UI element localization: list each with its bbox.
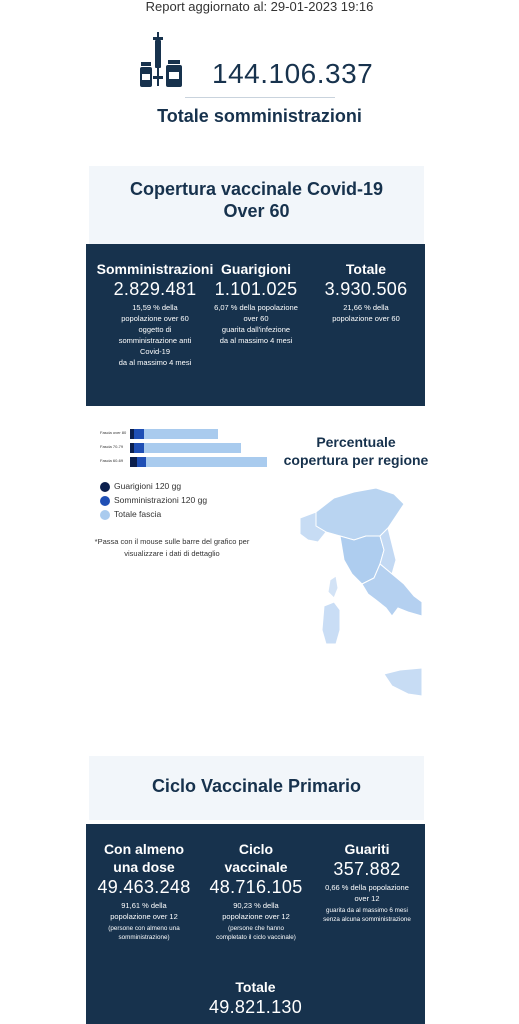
- stat-note: guarita dall'infezione: [221, 325, 291, 334]
- stat-note: 21,66 % della: [343, 303, 389, 312]
- stat-value: 48.716.105: [209, 877, 303, 897]
- bar-segment[interactable]: [144, 429, 218, 439]
- stat-note: oggetto di: [138, 325, 172, 334]
- stat-note: 90,23 % della: [233, 901, 279, 910]
- stat-value: 2.829.481: [113, 279, 197, 299]
- legend-label: Totale fascia: [114, 509, 162, 519]
- stat-note: 0,66 % della popolazione: [325, 883, 409, 892]
- chart-note-line: visualizzare i dati di dettaglio: [124, 549, 220, 558]
- over60-title-line2: Over 60: [223, 201, 290, 221]
- bar-row[interactable]: [90, 456, 260, 468]
- stat-footnote: (persone con almeno una: [108, 925, 180, 932]
- map-title-line2: copertura per regione: [283, 452, 429, 468]
- bar-row[interactable]: [90, 428, 260, 440]
- italy-region-map[interactable]: [296, 484, 422, 704]
- stat-footnote: completato il ciclo vaccinale): [216, 934, 296, 941]
- over60-title-line1: Copertura vaccinale Covid-19: [129, 179, 384, 199]
- legend-label: Somministrazioni 120 gg: [114, 495, 208, 505]
- map-title: [268, 433, 444, 469]
- report-updated-text: Report aggiornato al: 29-01-2023 19:16: [145, 0, 374, 14]
- bar-segment[interactable]: [130, 457, 137, 467]
- bar-row[interactable]: [90, 442, 260, 454]
- ciclo-stats-panel: [86, 824, 425, 1024]
- legend-guarigioni: [100, 481, 181, 492]
- over60-stats-panel: [86, 244, 425, 406]
- bar-category-label: Fascia 60-69: [100, 458, 124, 463]
- region-sardinia[interactable]: [322, 602, 340, 644]
- stat-footnote: guarita da al massimo 6 mesi: [326, 907, 408, 914]
- stat-ciclo-totale: [86, 978, 425, 1018]
- stat-heading: Guariti: [344, 841, 390, 857]
- ciclo-section-title: Ciclo Vaccinale Primario: [89, 756, 424, 820]
- stat-heading: Ciclo: [238, 841, 274, 857]
- legend-swatch: [100, 510, 110, 520]
- stat-note: popolazione over 60: [332, 314, 400, 323]
- stat-somministrazioni: [96, 260, 214, 368]
- over60-section-title: [89, 166, 424, 244]
- stat-heading: Guarigioni: [221, 261, 291, 277]
- total-administrations-value: 144.106.337: [212, 58, 374, 89]
- stat-value: 357.882: [333, 859, 401, 879]
- stat-footnote: (persone che hanno: [227, 925, 284, 932]
- total-administrations-label: Totale somministrazioni: [157, 106, 362, 126]
- age-band-bar-chart: [90, 428, 260, 519]
- chart-hover-note: [88, 536, 256, 560]
- stat-note: over 12: [354, 894, 380, 903]
- stat-guarigioni: [208, 260, 304, 346]
- stat-value: 49.463.248: [97, 877, 191, 897]
- stat-ciclo-vaccinale: [206, 840, 306, 942]
- legend-totale-fascia: [100, 509, 161, 520]
- bar-category-label: Fascia 70-79: [100, 444, 124, 449]
- stat-note: 15,59 % della: [132, 303, 178, 312]
- bar-segment[interactable]: [144, 443, 241, 453]
- legend-somministrazioni: [100, 495, 207, 506]
- stat-note: popolazione over 60: [121, 314, 189, 323]
- stat-heading: vaccinale: [224, 859, 288, 875]
- stat-note: Covid-19: [139, 347, 170, 356]
- bar-segment[interactable]: [134, 443, 144, 453]
- stat-note: popolazione over 12: [222, 912, 290, 921]
- region-sicily[interactable]: [384, 668, 422, 696]
- stat-note: popolazione over 12: [110, 912, 178, 921]
- legend-label: Guarigioni 120 gg: [114, 481, 182, 491]
- stat-heading: una dose: [113, 859, 175, 875]
- legend-swatch: [100, 482, 110, 492]
- stat-note: da al massimo 4 mesi: [219, 336, 293, 345]
- stat-note: somministrazione anti: [118, 336, 192, 345]
- region-corsica[interactable]: [328, 576, 338, 598]
- legend-swatch: [100, 496, 110, 506]
- bar-segment[interactable]: [137, 457, 146, 467]
- stat-guariti: [314, 840, 420, 924]
- bar-category-label: Fascia over 80: [100, 430, 127, 435]
- total-administrations-hero: [0, 30, 519, 130]
- bar-segment[interactable]: [134, 429, 144, 439]
- stat-almeno-una-dose: [92, 840, 196, 942]
- divider: [185, 97, 335, 98]
- stat-heading: Totale: [235, 979, 276, 995]
- stat-note: 91,61 % della: [121, 901, 167, 910]
- stat-note: 6,07 % della popolazione: [214, 303, 298, 312]
- stat-value: 1.101.025: [214, 279, 298, 299]
- chart-note-line: *Passa con il mouse sulle barre del grafico per: [94, 537, 250, 546]
- stat-footnote: senza alcuna somministrazione: [323, 916, 411, 923]
- stat-heading: Totale: [345, 261, 387, 277]
- stat-note: over 60: [243, 314, 269, 323]
- stat-heading: Somministrazioni: [96, 261, 214, 277]
- stat-totale: [314, 260, 418, 324]
- syringe-vials-icon: [136, 32, 186, 88]
- stat-note: da al massimo 4 mesi: [118, 358, 192, 367]
- stat-footnote: somministrazione): [118, 934, 170, 941]
- stat-value: 49.821.130: [208, 997, 303, 1017]
- region-north[interactable]: [316, 488, 404, 540]
- map-title-line1: Percentuale: [316, 434, 396, 450]
- stat-heading: Con almeno: [103, 841, 185, 857]
- stat-value: 3.930.506: [324, 279, 408, 299]
- bar-segment[interactable]: [146, 457, 267, 467]
